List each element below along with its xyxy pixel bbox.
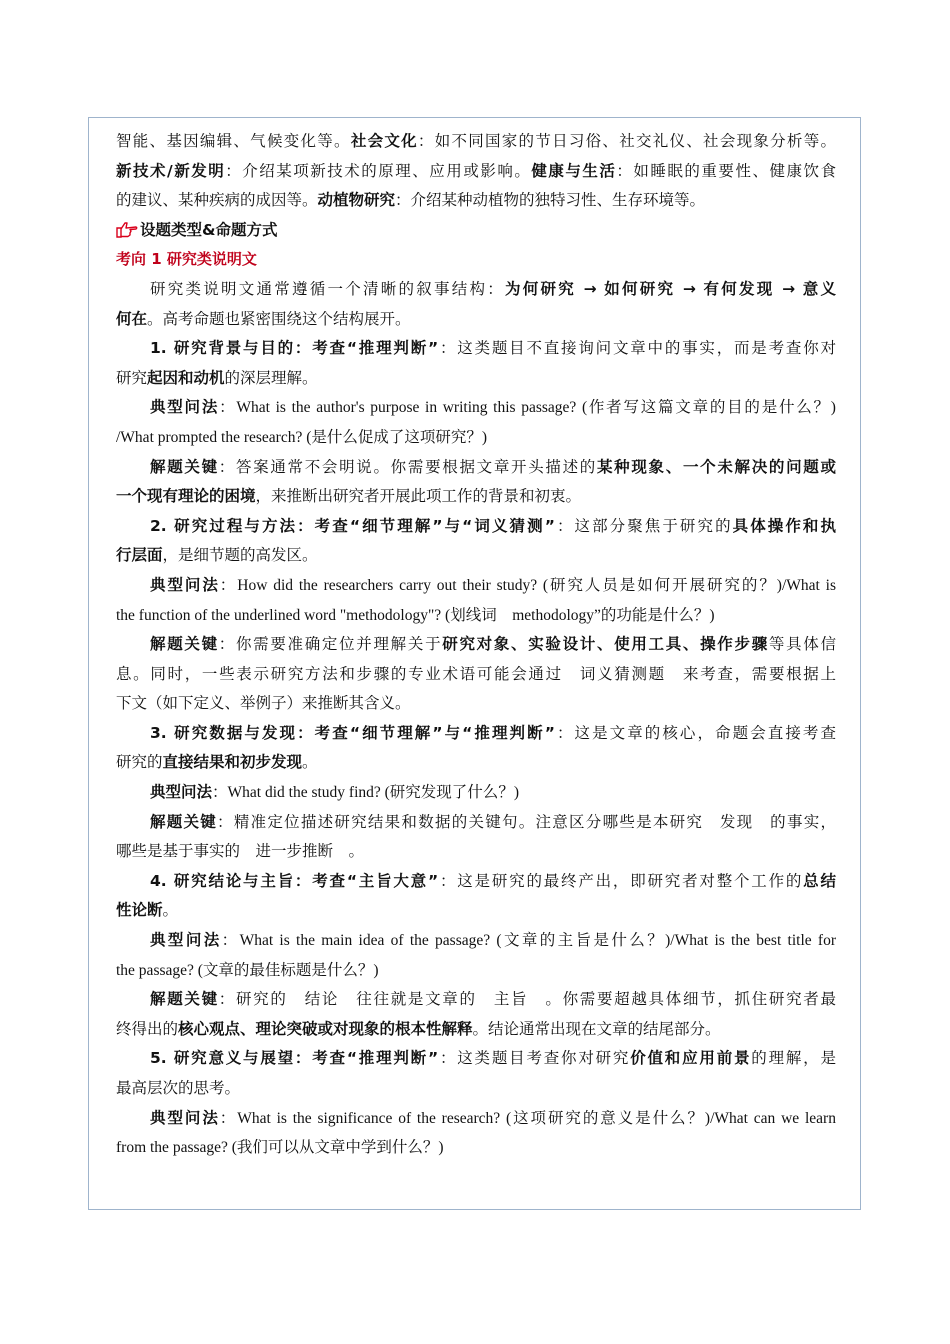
section-heading: 设题类型&命题方式	[116, 216, 836, 246]
s2-title-line: 2. 研究过程与方法：考查“细节理解”与“词义猜测”：这部分聚焦于研究的具体操作和执	[150, 516, 836, 535]
topic-line-3: 的建议、某种疾病的成因等。动植物研究：介绍某种动植物的独特习性、生存环境等。	[116, 191, 706, 210]
intro-line-2: 何在。高考命题也紧密围绕这个结构展开。	[116, 309, 411, 328]
s3-title-line: 3. 研究数据与发现：考查“细节理解”与“推理判断”：这是文章的核心，命题会直接考查	[150, 723, 836, 742]
topic-line-1: 智能、基因编辑、气候变化等。社会文化：如不同国家的节日习俗、社交礼仪、社会现象分析等。	[116, 132, 836, 150]
s1-typical-line-1: 典型问法：What is the author's purpose in writing this passage? (作者写这篇文章的目的是什么？)	[150, 398, 836, 417]
s2-key-line-3: 下文（如下定义、举例子）来推断其含义。	[116, 694, 411, 713]
s5-typical-line-2: from the passage? (我们可以从文章中学到什么？)	[116, 1139, 444, 1157]
s2-typical-line-1: 典型问法：How did the researchers carry out their study? (研究人员是如何开展研究的？)/What is	[150, 575, 836, 594]
s3-key-line-2: 哪些是基于事实的 进一步推断 。	[116, 842, 365, 861]
s5-title-line: 5. 研究意义与展望：考查“推理判断”：这类题目考查你对研究价值和应用前景的理解，是	[150, 1049, 836, 1068]
s1-title-line: 1. 研究背景与目的：考查“推理判断”：这类题目不直接询问文章中的事实，而是考查你对	[150, 339, 836, 358]
s4-key-line-2: 终得出的核心观点、理论突破或对现象的根本性解释。结论通常出现在文章的结尾部分。	[116, 1019, 721, 1038]
s2-key-line-2: 息。同时，一些表示研究方法和步骤的专业术语可能会通过 词义猜测题 来考查，需要根据上	[116, 664, 836, 683]
document-body	[116, 127, 836, 1163]
s5-typical-line-1: 典型问法：What is the significance of the research? (这项研究的意义是什么？)/What can we learn	[150, 1108, 836, 1127]
s4-title-line-2: 性论断。	[116, 901, 179, 920]
s2-title-line-2: 行层面，是细节题的高发区。	[116, 546, 318, 565]
s5-title-line-2: 最高层次的思考。	[116, 1079, 241, 1097]
s3-typical-line-1: 典型问法：What did the study find? (研究发现了什么？)	[150, 783, 519, 802]
topic-line-2: 新技术/新发明：介绍某项新技术的原理、应用或影响。健康与生活：如睡眠的重要性、健康饮食	[116, 161, 836, 180]
s2-key-line-1: 解题关键：你需要准确定位并理解关于研究对象、实验设计、使用工具、操作步骤等具体信	[150, 635, 836, 654]
s4-key-line-1: 解题关键：研究的 结论 往往就是文章的 主旨 。你需要超越具体细节，抓住研究者最	[150, 990, 836, 1009]
s3-title-line-2: 研究的直接结果和初步发现。	[116, 753, 318, 772]
pointing-hand-icon	[116, 219, 138, 239]
s1-key-line-2: 一个现有理论的困境，来推断出研究者开展此项工作的背景和初衷。	[116, 487, 582, 506]
intro-line-1: 研究类说明文通常遵循一个清晰的叙事结构：为何研究 → 如何研究 → 有何发现 → 意义	[150, 279, 836, 298]
s4-typical-line-2: the passage? (文章的最佳标题是什么？)	[116, 961, 379, 979]
s4-title-line: 4. 研究结论与主旨：考查“主旨大意”：这是研究的最终产出，即研究者对整个工作的总结	[150, 871, 836, 890]
s2-typical-line-2: the function of the underlined word "methodology"? (划线词 methodology”的功能是什么？)	[116, 606, 715, 624]
s1-typical-line-2: /What prompted the research? (是什么促成了这项研究？)	[116, 428, 488, 446]
s1-key-line-1: 解题关键：答案通常不会明说。你需要根据文章开头描述的某种现象、一个未解决的问题或	[150, 457, 836, 476]
sub-heading: 考向 1 研究类说明文	[116, 250, 257, 269]
s4-typical-line-1: 典型问法：What is the main idea of the passage? (文章的主旨是什么？)/What is the best title for	[150, 931, 836, 950]
s3-key-line-1: 解题关键：精准定位描述研究结果和数据的关键句。注意区分哪些是本研究 发现 的事实，	[150, 812, 836, 831]
s1-title-line-2: 研究起因和动机的深层理解。	[116, 368, 318, 387]
